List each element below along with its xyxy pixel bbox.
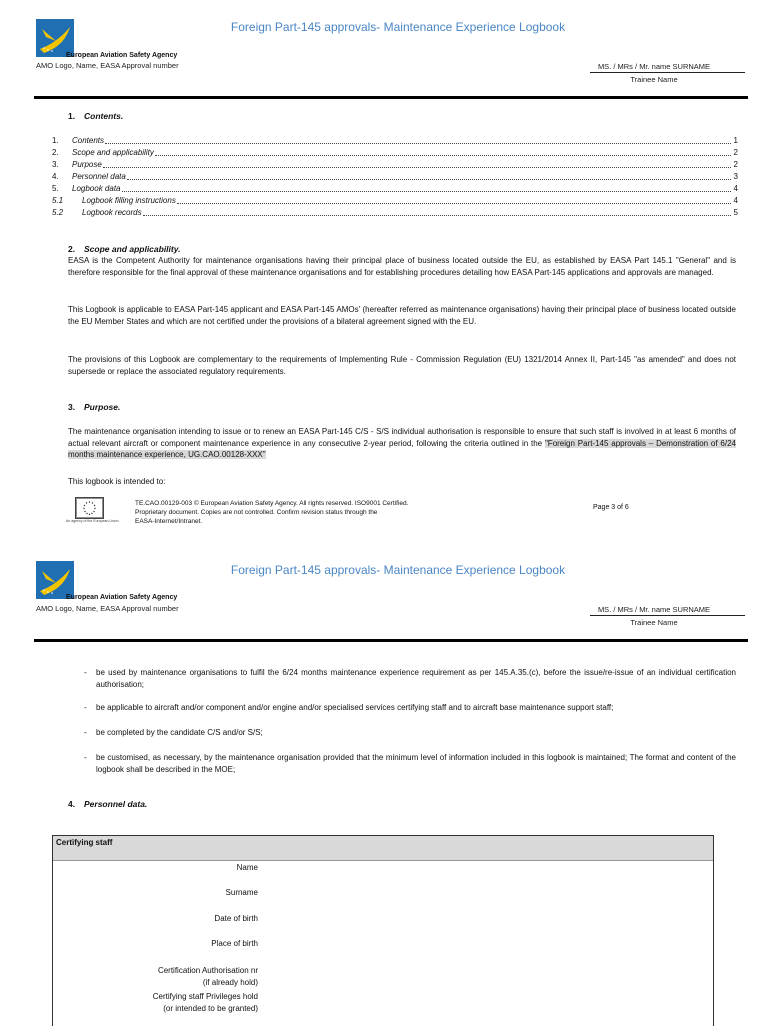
footer-copyright: TE.CAO.00129-003 © European Aviation Safety Agency. All rights reserved. ISO9001 Certified. (135, 500, 409, 507)
toc-leader (122, 183, 732, 192)
field-note-certification-nr: (if already hold) (202, 978, 258, 987)
bullet-dash: - (84, 668, 87, 677)
list-item (84, 752, 736, 776)
personnel-heading-title: Personnel data. (84, 799, 148, 809)
bullet-dash: - (84, 728, 87, 737)
toc-entry-5[interactable] (52, 183, 738, 195)
toc-page: 2 (733, 160, 738, 169)
toc-page: 1 (733, 136, 738, 145)
toc-title: Logbook records (82, 208, 142, 217)
toc-number: 3. (52, 160, 59, 169)
trainee-name-label: Trainee Name (630, 75, 678, 84)
toc-leader (103, 159, 731, 168)
scope-heading (68, 244, 181, 254)
trainee-name-label: Trainee Name (630, 618, 678, 627)
toc-entry-3[interactable] (52, 159, 738, 171)
field-label-place-of-birth: Place of birth (211, 939, 258, 948)
contents-heading (68, 111, 123, 121)
purpose-heading (68, 402, 120, 412)
toc-number: 2. (52, 148, 59, 157)
list-item (84, 667, 736, 691)
toc-number: 5.2 (52, 208, 64, 217)
toc-title: Logbook data (72, 184, 121, 193)
header-rule (34, 96, 748, 99)
bullet-dash: - (84, 753, 87, 762)
scope-paragraph-2: This Logbook is applicable to EASA Part-145 applicant and EASA Part-145 AMOs' (hereafter referred as maintenance organisations) having their principal place of business located outside the EU Member States and which are not certified under the provisions of a bilateral agreement signed with the EU. (68, 305, 736, 326)
trainee-name-value: MS. / MRs / Mr. name SURNAME (597, 62, 711, 71)
toc-title: Contents (72, 136, 105, 145)
purpose-heading-title: Purpose. (84, 402, 121, 412)
page-1-header (0, 0, 768, 100)
agency-name: European Aviation Safety Agency (66, 594, 178, 601)
toc-page: 4 (733, 184, 738, 193)
purpose-text: The maintenance organisation intending to issue or to renew an EASA Part-145 C/S - S/S individual authorisation is responsible to ensure that such staff is involved in at least 6 months of actual relevant aircraft or component maintenance experience in any consecutive 2-year period, following the criteria outlined in the (68, 427, 736, 448)
field-label-certification-nr: Certification Authorisation nr (157, 966, 258, 975)
list-item (84, 727, 736, 739)
contents-heading-title: Contents. (84, 111, 124, 121)
toc-page: 2 (733, 148, 738, 157)
toc-number: 1. (52, 136, 59, 145)
document-title: Foreign Part-145 approvals- Maintenance Experience Logbook (230, 20, 566, 34)
toc-entry-4[interactable] (52, 171, 738, 183)
scope-heading-number: 2. (68, 244, 76, 254)
toc-number: 4. (52, 172, 59, 181)
toc-page: 3 (733, 172, 738, 181)
document-title: Foreign Part-145 approvals- Maintenance Experience Logbook (230, 563, 566, 577)
scope-heading-title: Scope and applicability. (84, 244, 181, 254)
bullet-text: be customised, as necessary, by the maintenance organisation provided that the minimum level of information included in this logbook is maintained; The format and content of the logbook shall be described in the MOE; (96, 753, 736, 774)
field-note-privileges: (or intended to be granted) (163, 1004, 258, 1013)
toc-title: Scope and applicability (72, 148, 154, 157)
page-number: Page 3 of 6 (593, 504, 629, 511)
field-label-surname: Surname (225, 888, 258, 897)
purpose-heading-number: 3. (68, 402, 76, 412)
footer-proprietary: Proprietary document. Copies are not controlled. Confirm revision status through the (135, 509, 378, 516)
trainee-name-value: MS. / MRs / Mr. name SURNAME (597, 605, 711, 614)
toc-entry-5-2[interactable] (52, 207, 738, 219)
toc-page: 5 (733, 208, 738, 217)
header-rule (34, 639, 748, 642)
bullet-text: be applicable to aircraft and/or component and/or engine and/or specialised services certifying staff and to aircraft base maintenance support staff; (96, 703, 614, 712)
toc-leader (127, 171, 731, 180)
contents-heading-number: 1. (68, 111, 76, 121)
trainee-underline (590, 72, 745, 73)
scope-paragraph-3: The provisions of this Logbook are complementary to the requirements of Implementing Rule - Commission Regulation (EU) 1321/2014 Annex II, Part-145 "as amended" and does not supersede or replace the associated regulatory requirements. (68, 355, 736, 376)
personnel-heading-number: 4. (68, 799, 76, 809)
scope-paragraph-1: EASA is the Competent Authority for maintenance organisations having their principal place of business located outside the EU, as established by EASA Part 145.1 "General" and is therefore responsible for the final approval of these maintenance organisations and for establishing procedures detailing how EASA Part-145 applications and approvals are managed. (68, 256, 736, 277)
eu-agency-caption: An agency of the European Union (66, 519, 119, 523)
toc-number: 5.1 (52, 196, 64, 205)
toc-entry-2[interactable] (52, 147, 738, 159)
amo-label: AMO Logo, Name, EASA Approval number (36, 61, 179, 70)
toc-leader (105, 135, 731, 144)
page-2-header (0, 550, 768, 642)
bullet-dash: - (84, 703, 87, 712)
toc-title: Logbook filling instructions (82, 196, 176, 205)
bullet-text: be completed by the candidate C/S and/or S/S; (96, 728, 263, 737)
toc-leader (143, 207, 731, 216)
trainee-underline (590, 615, 745, 616)
list-item (84, 702, 736, 714)
toc-entry-1[interactable] (52, 135, 738, 147)
purpose-paragraph-1 (68, 426, 736, 461)
toc-title: Personnel data (72, 172, 126, 181)
guidance-reference-highlight: "Foreign Part-145 approvals – Demonstration of 6/24 months maintenance experience, UG.CAO.00128-XXX" (68, 438, 736, 459)
toc-page: 4 (733, 196, 738, 205)
toc-title: Purpose (72, 160, 102, 169)
table-header-certifying-staff: Certifying staff (53, 836, 713, 861)
toc-leader (155, 147, 731, 156)
toc-leader (177, 195, 731, 204)
agency-name: European Aviation Safety Agency (66, 52, 178, 59)
field-label-privileges: Certifying staff Privileges hold (152, 992, 258, 1001)
bullet-text: be used by maintenance organisations to fulfil the 6/24 months maintenance experience requirement as per 145.A.35.(c), before the issue/re-issue of an individual certification authorisation; (96, 668, 736, 689)
personnel-heading (68, 799, 147, 809)
toc-number: 5. (52, 184, 59, 193)
field-label-date-of-birth: Date of birth (214, 914, 258, 923)
toc-entry-5-1[interactable] (52, 195, 738, 207)
eu-flag-icon (75, 497, 104, 519)
footer-revision: EASA-Internet/Intranet. (135, 518, 203, 525)
field-label-name: Name (236, 863, 258, 872)
amo-label: AMO Logo, Name, EASA Approval number (36, 604, 179, 613)
purpose-paragraph-2: This logbook is intended to: (68, 477, 166, 486)
